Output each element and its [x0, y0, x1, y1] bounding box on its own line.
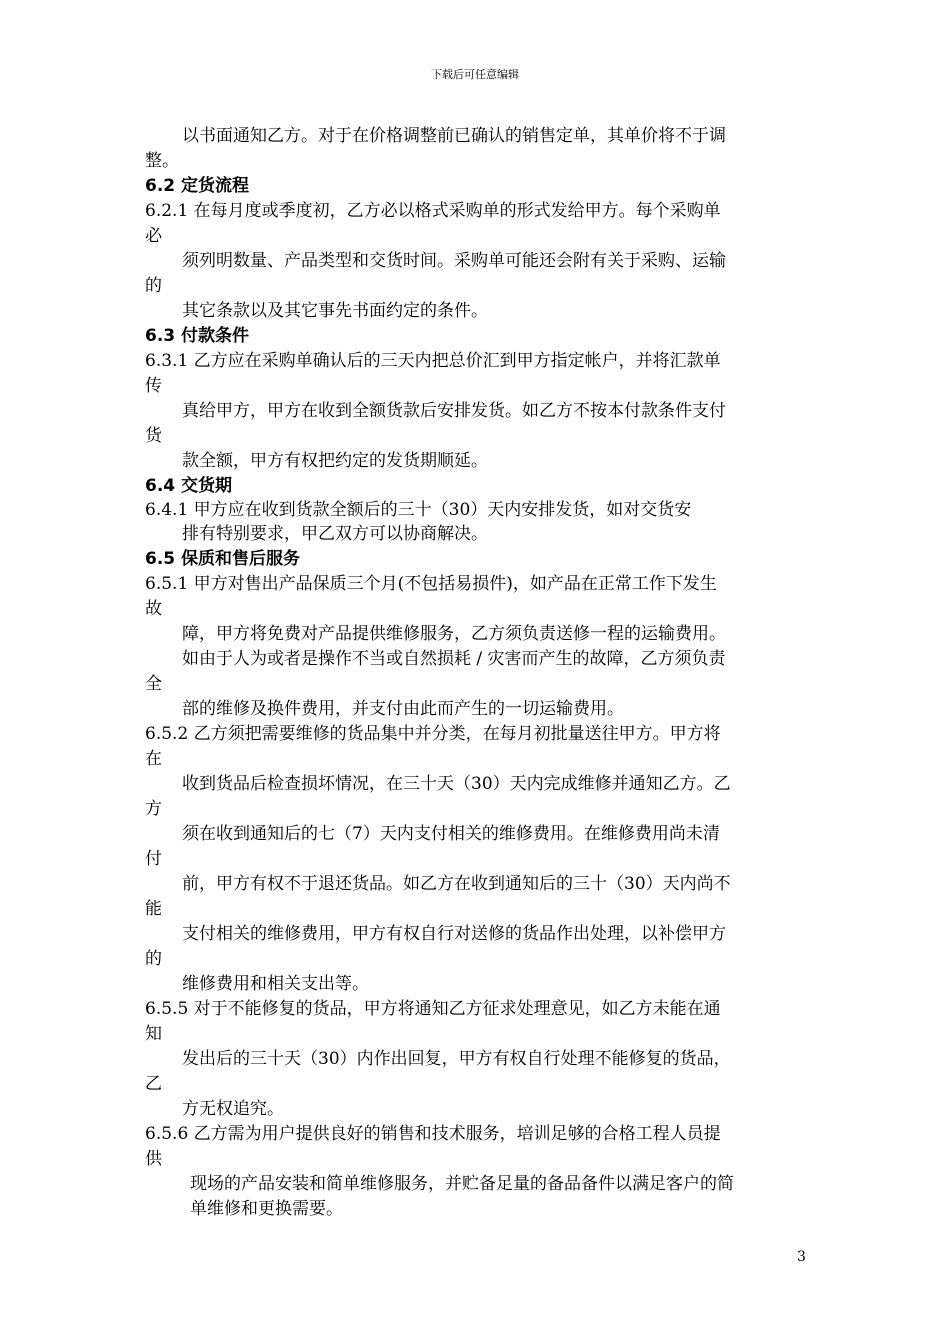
paragraph-line: 知	[145, 1024, 162, 1044]
paragraph-line: 单维修和更换需要。	[190, 1199, 343, 1219]
paragraph-line: 方	[145, 799, 162, 819]
paragraph-line: 款全额，甲方有权把约定的发货期顺延。	[182, 451, 488, 471]
section-heading-6-5: 6.5 保质和售后服务	[145, 549, 301, 569]
paragraph-line: 维修费用和相关支出等。	[182, 974, 369, 994]
paragraph-line: 6.5.2 乙方须把需要维修的货品集中并分类，在每月初批量送往甲方。甲方将	[145, 724, 721, 744]
paragraph-line: 部的维修及换件费用，并支付由此而产生的一切运输费用。	[182, 699, 624, 719]
paragraph-line: 如由于人为或者是操作不当或自然损耗 / 灾害而产生的故障，乙方须负责	[182, 649, 726, 669]
page-header: 下载后可任意编辑	[431, 68, 519, 81]
section-heading-6-3: 6.3 付款条件	[145, 326, 250, 346]
paragraph-line: 货	[145, 426, 162, 446]
paragraph-line: 付	[145, 849, 162, 869]
paragraph-line: 排有特别要求，甲乙双方可以协商解决。	[182, 524, 488, 544]
section-heading-6-2: 6.2 定货流程	[145, 176, 250, 196]
paragraph-line: 须在收到通知后的七（7）天内支付相关的维修费用。在维修费用尚未清	[182, 824, 720, 844]
paragraph-line: 其它条款以及其它事先书面约定的条件。	[182, 301, 488, 321]
page-number: 3	[797, 1249, 806, 1265]
paragraph-line: 能	[145, 899, 162, 919]
paragraph-line: 方无权追究。	[182, 1099, 284, 1119]
paragraph-line: 6.5.5 对于不能修复的货品，甲方将通知乙方征求处理意见，如乙方未能在通	[145, 999, 721, 1019]
paragraph-line: 6.2.1 在每月度或季度初，乙方必以格式采购单的形式发给甲方。每个采购单	[145, 201, 721, 221]
paragraph-line: 传	[145, 376, 162, 396]
paragraph-line: 真给甲方，甲方在收到全额货款后安排发货。如乙方不按本付款条件支付	[182, 401, 726, 421]
paragraph-line: 的	[145, 276, 162, 296]
paragraph-line: 发出后的三十天（30）内作出回复，甲方有权自行处理不能修复的货品，	[182, 1049, 731, 1069]
paragraph-line: 以书面通知乙方。对于在价格调整前已确认的销售定单，其单价将不于调	[182, 126, 726, 146]
paragraph-line: 6.5.1 甲方对售出产品保质三个月(不包括易损件)，如产品在正常工作下发生	[145, 574, 717, 594]
paragraph-line: 必	[145, 226, 162, 246]
paragraph-line: 整。	[145, 151, 179, 171]
paragraph-line: 全	[145, 674, 162, 694]
paragraph-line: 乙	[145, 1074, 162, 1094]
paragraph-line: 供	[145, 1149, 162, 1169]
paragraph-line: 现场的产品安装和简单维修服务，并贮备足量的备品备件以满足客户的简	[190, 1174, 734, 1194]
section-heading-6-4: 6.4 交货期	[145, 476, 233, 496]
paragraph-line: 6.4.1 甲方应在收到货款全额后的三十（30）天内安排发货，如对交货安	[145, 500, 692, 520]
paragraph-line: 的	[145, 949, 162, 969]
paragraph-line: 前，甲方有权不于退还货品。如乙方在收到通知后的三十（30）天内尚不	[182, 874, 731, 894]
paragraph-line: 6.5.6 乙方需为用户提供良好的销售和技术服务，培训足够的合格工程人员提	[145, 1124, 721, 1144]
paragraph-line: 6.3.1 乙方应在采购单确认后的三天内把总价汇到甲方指定帐户，并将汇款单	[145, 351, 721, 371]
paragraph-line: 故	[145, 599, 162, 619]
paragraph-line: 须列明数量、产品类型和交货时间。采购单可能还会附有关于采购、运输	[182, 251, 726, 271]
paragraph-line: 收到货品后检查损坏情况，在三十天（30）天内完成维修并通知乙方。乙	[182, 774, 731, 794]
paragraph-line: 支付相关的维修费用，甲方有权自行对送修的货品作出处理，以补偿甲方	[182, 924, 726, 944]
paragraph-line: 在	[145, 749, 162, 769]
paragraph-line: 障，甲方将免费对产品提供维修服务，乙方须负责送修一程的运输费用。	[182, 624, 726, 644]
